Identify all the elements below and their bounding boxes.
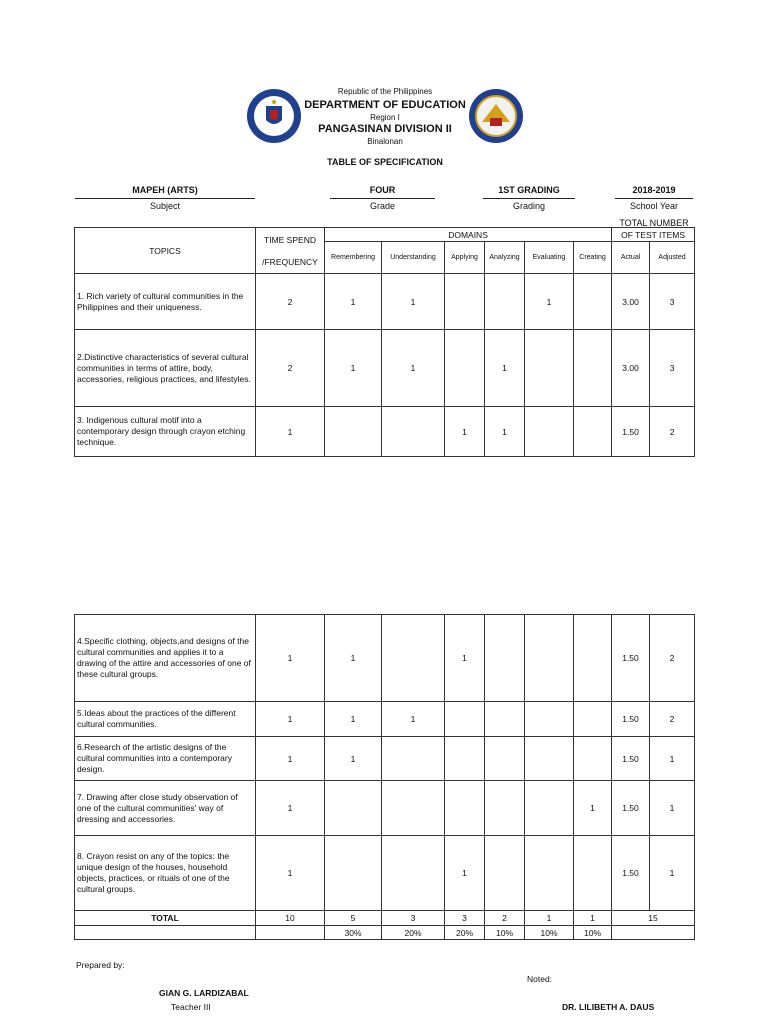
actual-cell: 1.50 bbox=[612, 781, 650, 836]
doc-title: TABLE OF SPECIFICATION bbox=[327, 157, 443, 167]
test-items-header: OF TEST ITEMS bbox=[612, 228, 695, 242]
time-cell: 1 bbox=[256, 615, 325, 702]
analyzing-header: Analyzing bbox=[485, 242, 525, 274]
actual-cell: 1.50 bbox=[612, 407, 650, 457]
time-cell: 1 bbox=[256, 737, 325, 781]
grade-label: Grade bbox=[369, 201, 395, 211]
table-row bbox=[75, 836, 695, 911]
evaluating-cell bbox=[525, 836, 574, 911]
subject-underline bbox=[75, 198, 255, 199]
adjusted-cell: 3 bbox=[650, 274, 695, 330]
creating-cell bbox=[574, 274, 612, 330]
prepared-by-label: Prepared by: bbox=[76, 960, 125, 970]
actual-cell: 1.50 bbox=[612, 702, 650, 737]
time-cell: 2 bbox=[256, 330, 325, 407]
time-spend-label: TIME SPEND bbox=[264, 234, 316, 245]
adjusted-cell: 2 bbox=[650, 702, 695, 737]
applying-cell bbox=[445, 330, 485, 407]
noter-name: DR. LILIBETH A. DAUS bbox=[562, 1002, 655, 1012]
time-cell: 1 bbox=[256, 702, 325, 737]
creating-cell bbox=[574, 330, 612, 407]
analyzing-cell bbox=[485, 274, 525, 330]
understanding-cell bbox=[382, 781, 445, 836]
analyzing-cell bbox=[485, 702, 525, 737]
department-title: DEPARTMENT OF EDUCATION bbox=[304, 99, 466, 111]
school-year-label: School Year bbox=[629, 201, 679, 211]
percent-evaluating: 10% bbox=[525, 926, 574, 940]
percent-analyzing: 10% bbox=[485, 926, 525, 940]
remembering-cell bbox=[325, 407, 382, 457]
noted-label: Noted: bbox=[527, 974, 553, 984]
adjusted-cell: 1 bbox=[650, 737, 695, 781]
evaluating-cell bbox=[525, 407, 574, 457]
topic-cell: 3. Indigenous cultural motif into a contemporary design through crayon etching technique. bbox=[75, 407, 256, 457]
actual-cell: 3.00 bbox=[612, 330, 650, 407]
topics-header: TOPICS bbox=[75, 228, 256, 274]
percent-items-blank bbox=[612, 926, 695, 940]
table-row bbox=[75, 330, 695, 407]
adjusted-cell: 3 bbox=[650, 330, 695, 407]
table-row bbox=[75, 737, 695, 781]
percent-label-blank bbox=[75, 926, 256, 940]
analyzing-cell bbox=[485, 836, 525, 911]
total-analyzing: 2 bbox=[485, 911, 525, 926]
table-row bbox=[75, 407, 695, 457]
grading-value: 1ST GRADING bbox=[498, 185, 560, 195]
analyzing-cell bbox=[485, 781, 525, 836]
percent-row bbox=[75, 926, 695, 940]
applying-cell bbox=[445, 781, 485, 836]
actual-cell: 1.50 bbox=[612, 836, 650, 911]
understanding-cell bbox=[382, 615, 445, 702]
actual-cell: 3.00 bbox=[612, 274, 650, 330]
total-time: 10 bbox=[256, 911, 325, 926]
adjusted-cell: 2 bbox=[650, 407, 695, 457]
actual-header: Actual bbox=[612, 242, 650, 274]
subject-value: MAPEH (ARTS) bbox=[132, 185, 198, 195]
grade-underline bbox=[330, 198, 435, 199]
specification-table-part1 bbox=[74, 227, 695, 457]
understanding-cell: 1 bbox=[382, 330, 445, 407]
total-number-label: TOTAL NUMBER bbox=[619, 218, 689, 228]
creating-cell bbox=[574, 737, 612, 781]
total-items: 15 bbox=[612, 911, 695, 926]
remembering-cell bbox=[325, 836, 382, 911]
applying-cell bbox=[445, 737, 485, 781]
percent-time-blank bbox=[256, 926, 325, 940]
applying-cell: 1 bbox=[445, 836, 485, 911]
remembering-cell: 1 bbox=[325, 274, 382, 330]
school-year-underline bbox=[615, 198, 693, 199]
time-cell: 1 bbox=[256, 781, 325, 836]
adjusted-header: Adjusted bbox=[650, 242, 695, 274]
topic-cell: 7. Drawing after close study observation of one of the cultural communities' way of dressing and accessories. bbox=[75, 781, 256, 836]
analyzing-cell bbox=[485, 737, 525, 781]
understanding-header: Understanding bbox=[382, 242, 445, 274]
understanding-cell bbox=[382, 836, 445, 911]
understanding-cell bbox=[382, 407, 445, 457]
adjusted-cell: 2 bbox=[650, 615, 695, 702]
percent-applying: 20% bbox=[445, 926, 485, 940]
remembering-cell: 1 bbox=[325, 330, 382, 407]
time-cell: 1 bbox=[256, 836, 325, 911]
percent-understanding: 20% bbox=[382, 926, 445, 940]
school-year-value: 2018-2019 bbox=[632, 185, 676, 195]
creating-cell bbox=[574, 702, 612, 737]
remembering-cell: 1 bbox=[325, 737, 382, 781]
specification-table-part2 bbox=[74, 614, 695, 940]
domains-header: DOMAINS bbox=[325, 228, 612, 242]
subject-label: Subject bbox=[149, 201, 181, 211]
evaluating-cell bbox=[525, 737, 574, 781]
evaluating-header: Evaluating bbox=[525, 242, 574, 274]
applying-cell: 1 bbox=[445, 407, 485, 457]
evaluating-cell bbox=[525, 702, 574, 737]
understanding-cell: 1 bbox=[382, 702, 445, 737]
analyzing-cell bbox=[485, 615, 525, 702]
division-title: PANGASINAN DIVISION II bbox=[318, 123, 452, 135]
deped-seal-logo bbox=[246, 88, 302, 144]
adjusted-cell: 1 bbox=[650, 781, 695, 836]
creating-cell bbox=[574, 407, 612, 457]
understanding-cell bbox=[382, 737, 445, 781]
time-spend-header bbox=[256, 228, 325, 274]
total-remembering: 5 bbox=[325, 911, 382, 926]
total-label: TOTAL bbox=[75, 911, 256, 926]
evaluating-cell bbox=[525, 781, 574, 836]
total-applying: 3 bbox=[445, 911, 485, 926]
analyzing-cell: 1 bbox=[485, 407, 525, 457]
actual-cell: 1.50 bbox=[612, 615, 650, 702]
topic-cell: 2.Distinctive characteristics of several cultural communities in terms of attire, body, accessories, religious practices, and lifestyles. bbox=[75, 330, 256, 407]
applying-cell bbox=[445, 274, 485, 330]
topic-cell: 4.Specific clothing, objects,and designs of the cultural communities and applies it to a drawing of the attire and accessories of one of these cultural groups. bbox=[75, 615, 256, 702]
table-row bbox=[75, 781, 695, 836]
total-understanding: 3 bbox=[382, 911, 445, 926]
applying-cell bbox=[445, 702, 485, 737]
pangasinan-division-seal-logo bbox=[468, 88, 524, 144]
grading-underline bbox=[483, 198, 575, 199]
total-row bbox=[75, 911, 695, 926]
applying-header: Applying bbox=[445, 242, 485, 274]
creating-cell bbox=[574, 615, 612, 702]
preparer-title: Teacher III bbox=[171, 1002, 211, 1012]
evaluating-cell: 1 bbox=[525, 274, 574, 330]
remembering-cell: 1 bbox=[325, 702, 382, 737]
total-evaluating: 1 bbox=[525, 911, 574, 926]
frequency-label: /FREQUENCY bbox=[262, 256, 318, 267]
total-creating: 1 bbox=[574, 911, 612, 926]
table-row bbox=[75, 615, 695, 702]
remembering-header: Remembering bbox=[325, 242, 382, 274]
town-text: Binalonan bbox=[367, 137, 403, 146]
remembering-cell: 1 bbox=[325, 615, 382, 702]
evaluating-cell bbox=[525, 615, 574, 702]
percent-creating: 10% bbox=[574, 926, 612, 940]
table-row bbox=[75, 702, 695, 737]
region-text: Region I bbox=[370, 113, 400, 122]
topic-cell: 5.Ideas about the practices of the different cultural communities. bbox=[75, 702, 256, 737]
creating-header: Creating bbox=[574, 242, 612, 274]
remembering-cell bbox=[325, 781, 382, 836]
analyzing-cell: 1 bbox=[485, 330, 525, 407]
grading-label: Grading bbox=[512, 201, 546, 211]
evaluating-cell bbox=[525, 330, 574, 407]
actual-cell: 1.50 bbox=[612, 737, 650, 781]
topic-cell: 1. Rich variety of cultural communities in the Philippines and their uniqueness. bbox=[75, 274, 256, 330]
grade-value: FOUR bbox=[369, 185, 396, 195]
percent-remembering: 30% bbox=[325, 926, 382, 940]
creating-cell: 1 bbox=[574, 781, 612, 836]
republic-text: Republic of the Philippines bbox=[337, 87, 433, 96]
time-cell: 1 bbox=[256, 407, 325, 457]
creating-cell bbox=[574, 836, 612, 911]
applying-cell: 1 bbox=[445, 615, 485, 702]
adjusted-cell: 1 bbox=[650, 836, 695, 911]
understanding-cell: 1 bbox=[382, 274, 445, 330]
time-cell: 2 bbox=[256, 274, 325, 330]
topic-cell: 8. Crayon resist on any of the topics: the unique design of the houses, household objects, practices, or rituals of one of the cultural groups. bbox=[75, 836, 256, 911]
table-row bbox=[75, 274, 695, 330]
preparer-name: GIAN G. LARDIZABAL bbox=[159, 988, 249, 998]
topic-cell: 6.Research of the artistic designs of the cultural communities into a contemporary design. bbox=[75, 737, 256, 781]
